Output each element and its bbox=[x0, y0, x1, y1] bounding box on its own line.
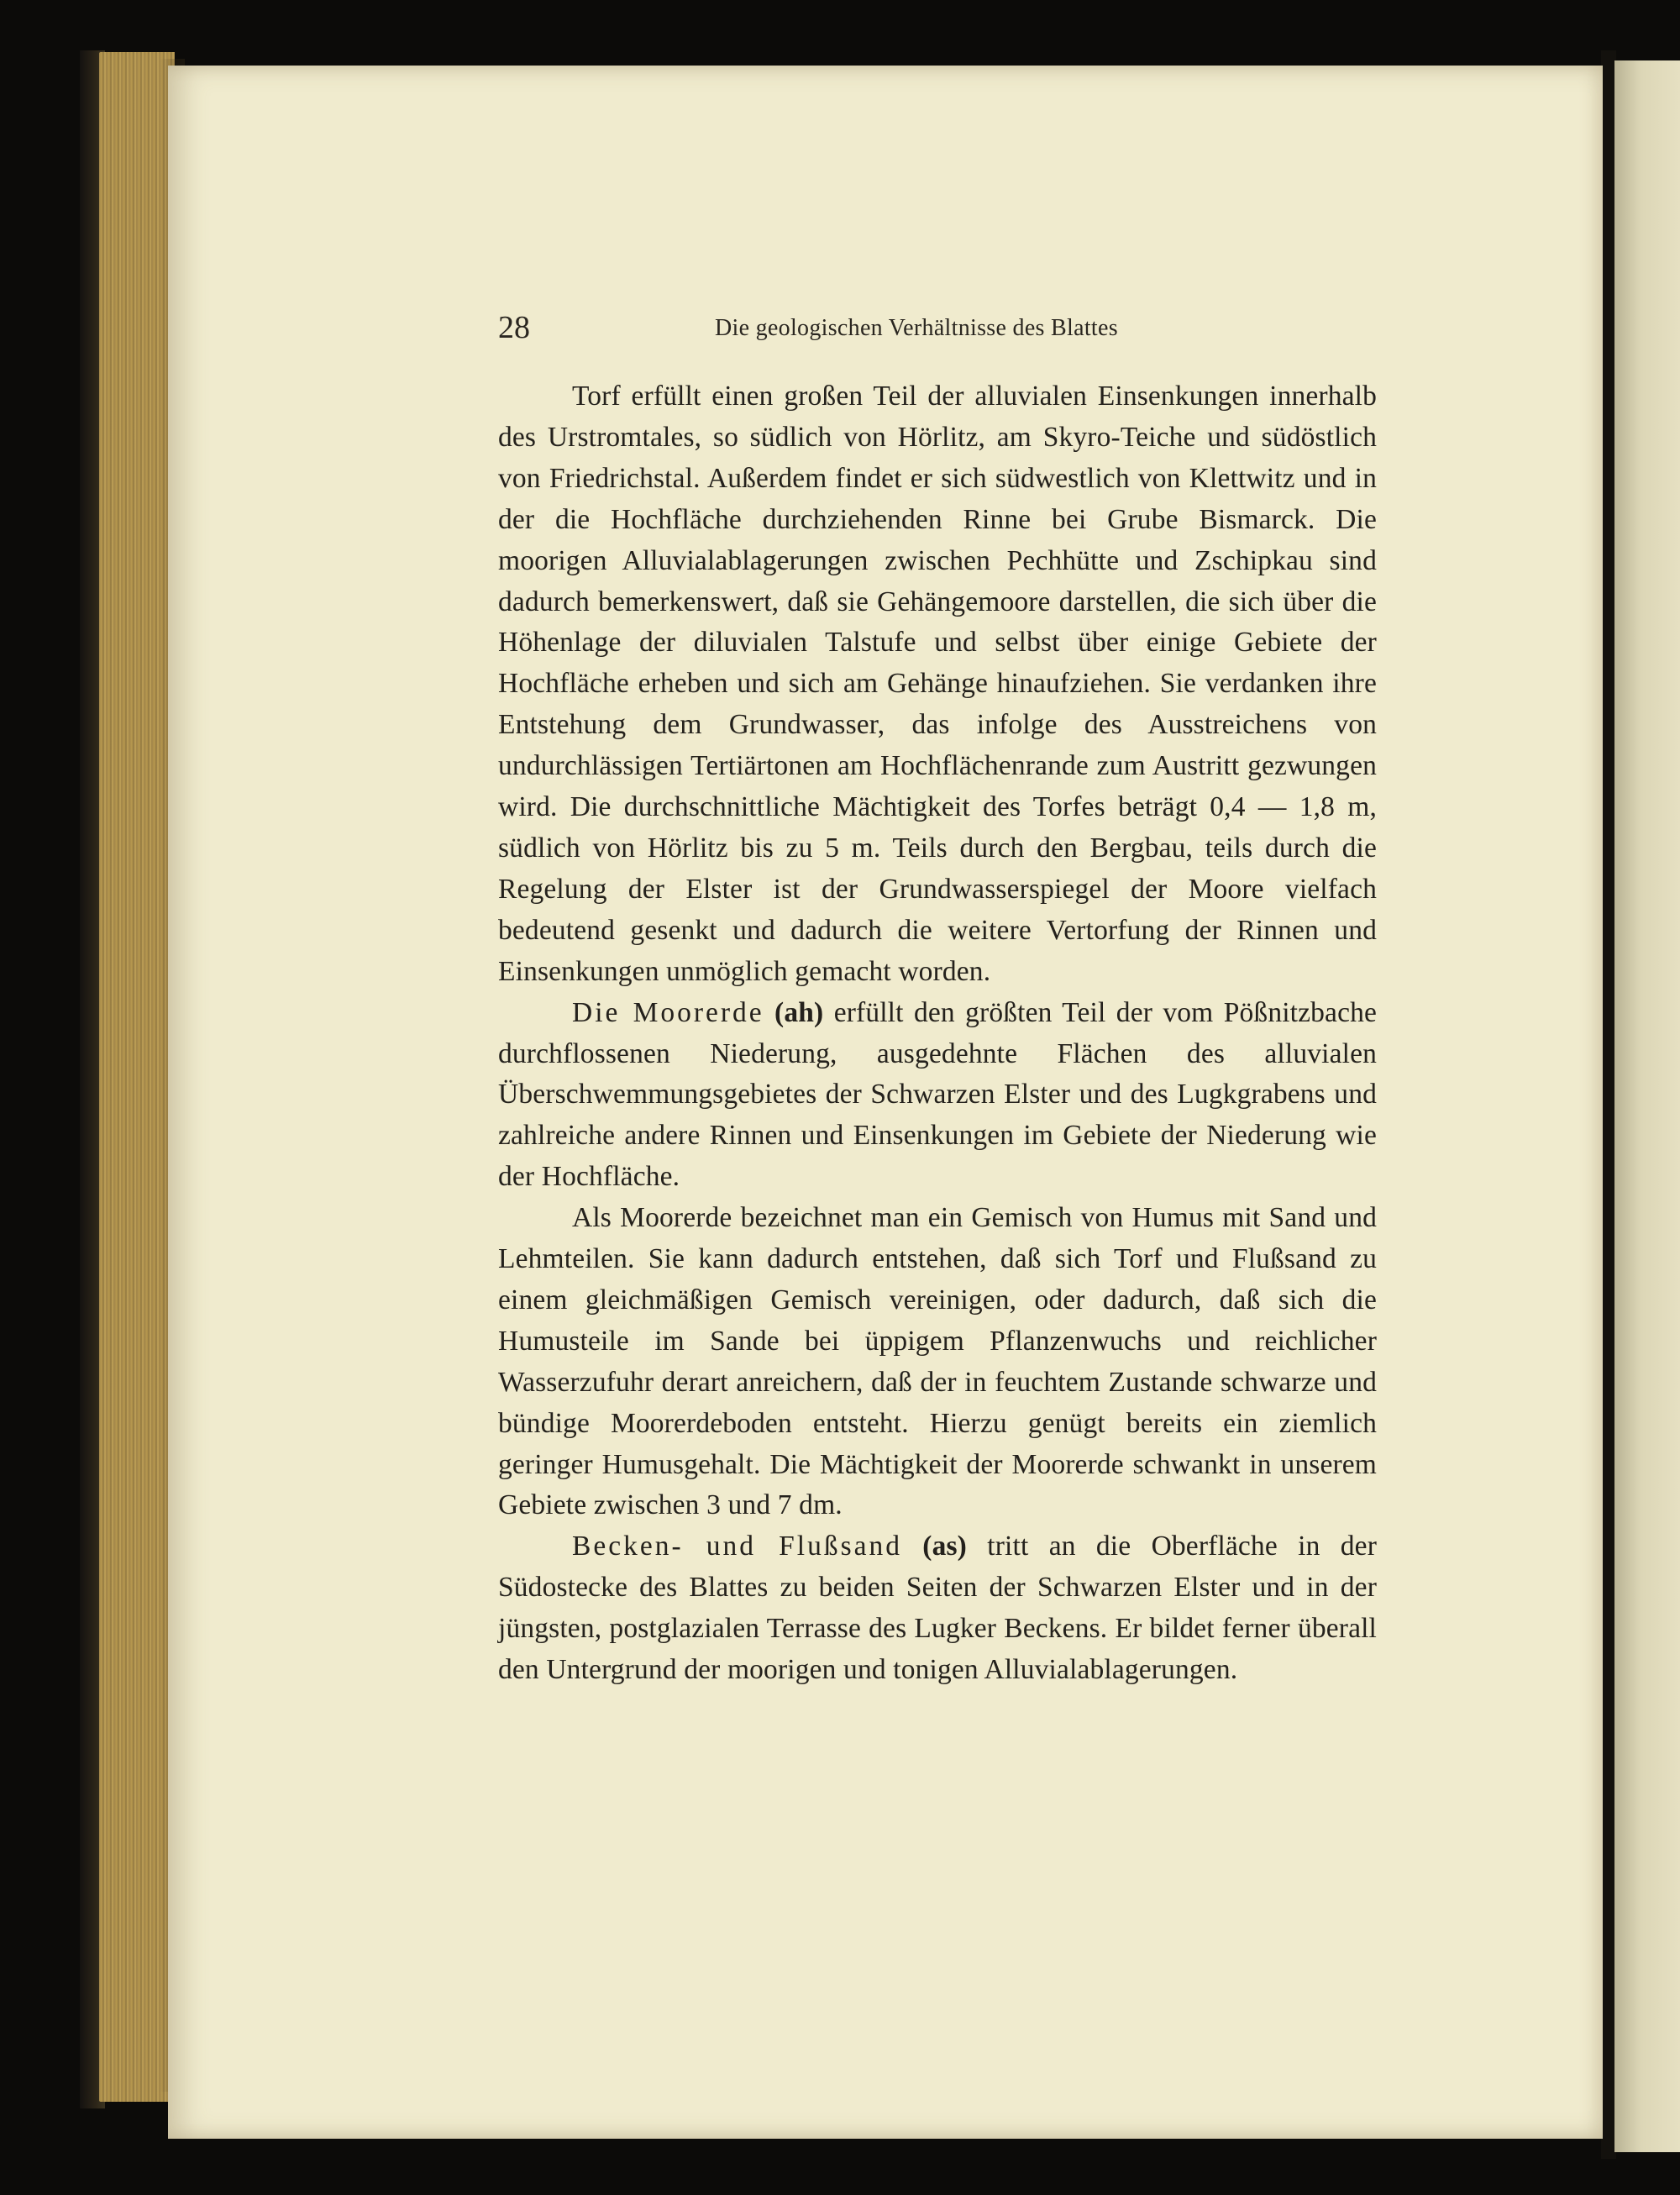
paragraph-text: Torf erfüllt einen großen Teil der alluvialen Einsenkungen innerhalb des Urstromtales, so südlich von Hörlitz, am Skyro-Teiche und südöstlich von Friedrichstal. Außerdem findet er sich südwestlich von Klettwitz und in der die Hochfläche durchziehenden Rinne bei Grube Bismarck. Die moorigen Alluvialablagerungen zwischen Pechhütte und Zschipkau sind dadurch bemerkenswert, daß sie Gehängemoore darstellen, die sich über die Höhenlage der diluvialen Talstufe und selbst über einige Gebiete der Hochfläche erheben und sich am Gehänge hinaufziehen. Sie verdanken ihre Entstehung dem Grundwasser, das infolge des Ausstreichens von undurchlässigen Tertiärtonen am Hochflächenrande zum Austritt gezwungen wird. Die durchschnittliche Mächtigkeit des Torfes beträgt 0,4 — 1,8 m, südlich von Hörlitz bis zu 5 m. Teils durch den Bergbau, teils durch die Regelung der Elster ist der Grundwasserspiegel der Moore vielfach bedeutend gesenkt und dadurch die weitere Vertorfung der Rinnen und Einsenkungen unmöglich gemacht worden. bbox=[498, 381, 1377, 987]
facing-page-edge bbox=[1614, 60, 1680, 2152]
paragraph-torf bbox=[498, 376, 1377, 993]
map-symbol: (as) bbox=[922, 1531, 967, 1562]
paragraph-text: erfüllt den größten Teil der vom Pößnitzbache durchflossenen Niederung, ausgedehnte Flächen des alluvialen Überschwemmungsgebietes der Schwarzen Elster und des Lugkgrabens und zahlreiche andere Rinnen und Einsenkungen im Gebiete der Niederung wie der Hochfläche. bbox=[498, 996, 1378, 1193]
running-head bbox=[498, 307, 1372, 349]
paragraph-lead: Die Moorerde bbox=[572, 996, 764, 1028]
paragraph-flusssand bbox=[498, 1526, 1377, 1691]
running-title: Die geologischen Verhältnisse des Blattes bbox=[715, 315, 1118, 341]
paragraph-text: tritt an die Oberfläche in der Südostecke des Blattes zu beiden Seiten der Schwarzen Elster und in der jüngsten, postglazialen Terrasse des Lugker Beckens. Er bildet ferner überall den Untergrund der moorigen und tonigen Alluvialablagerungen. bbox=[498, 1531, 1378, 1686]
paragraph-moorerde bbox=[498, 993, 1377, 1199]
paragraph-lead: Becken- und Flußsand bbox=[572, 1531, 902, 1562]
paragraph-moorerde-definition bbox=[498, 1198, 1377, 1526]
page-number: 28 bbox=[498, 310, 530, 345]
body-text bbox=[498, 376, 1377, 1691]
paragraph-text: Als Moorerde bezeichnet man ein Gemisch von Humus mit Sand und Lehmteilen. Sie kann dadurch entstehen, daß sich Torf und Flußsand zu einem gleichmäßigen Gemisch vereinigen, oder dadurch, daß sich die Humusteile im Sande bei üppigem Pflanzenwuchs und reichlicher Wasserzufuhr derart anreichern, daß der in feuchtem Zustande schwarze und bündige Moorerdeboden entsteht. Hierzu genügt bereits ein ziemlich geringer Humusgehalt. Die Mächtigkeit der Moorerde schwankt in unserem Gebiete zwischen 3 und 7 dm. bbox=[498, 1202, 1377, 1521]
map-symbol: (ah) bbox=[774, 996, 824, 1028]
